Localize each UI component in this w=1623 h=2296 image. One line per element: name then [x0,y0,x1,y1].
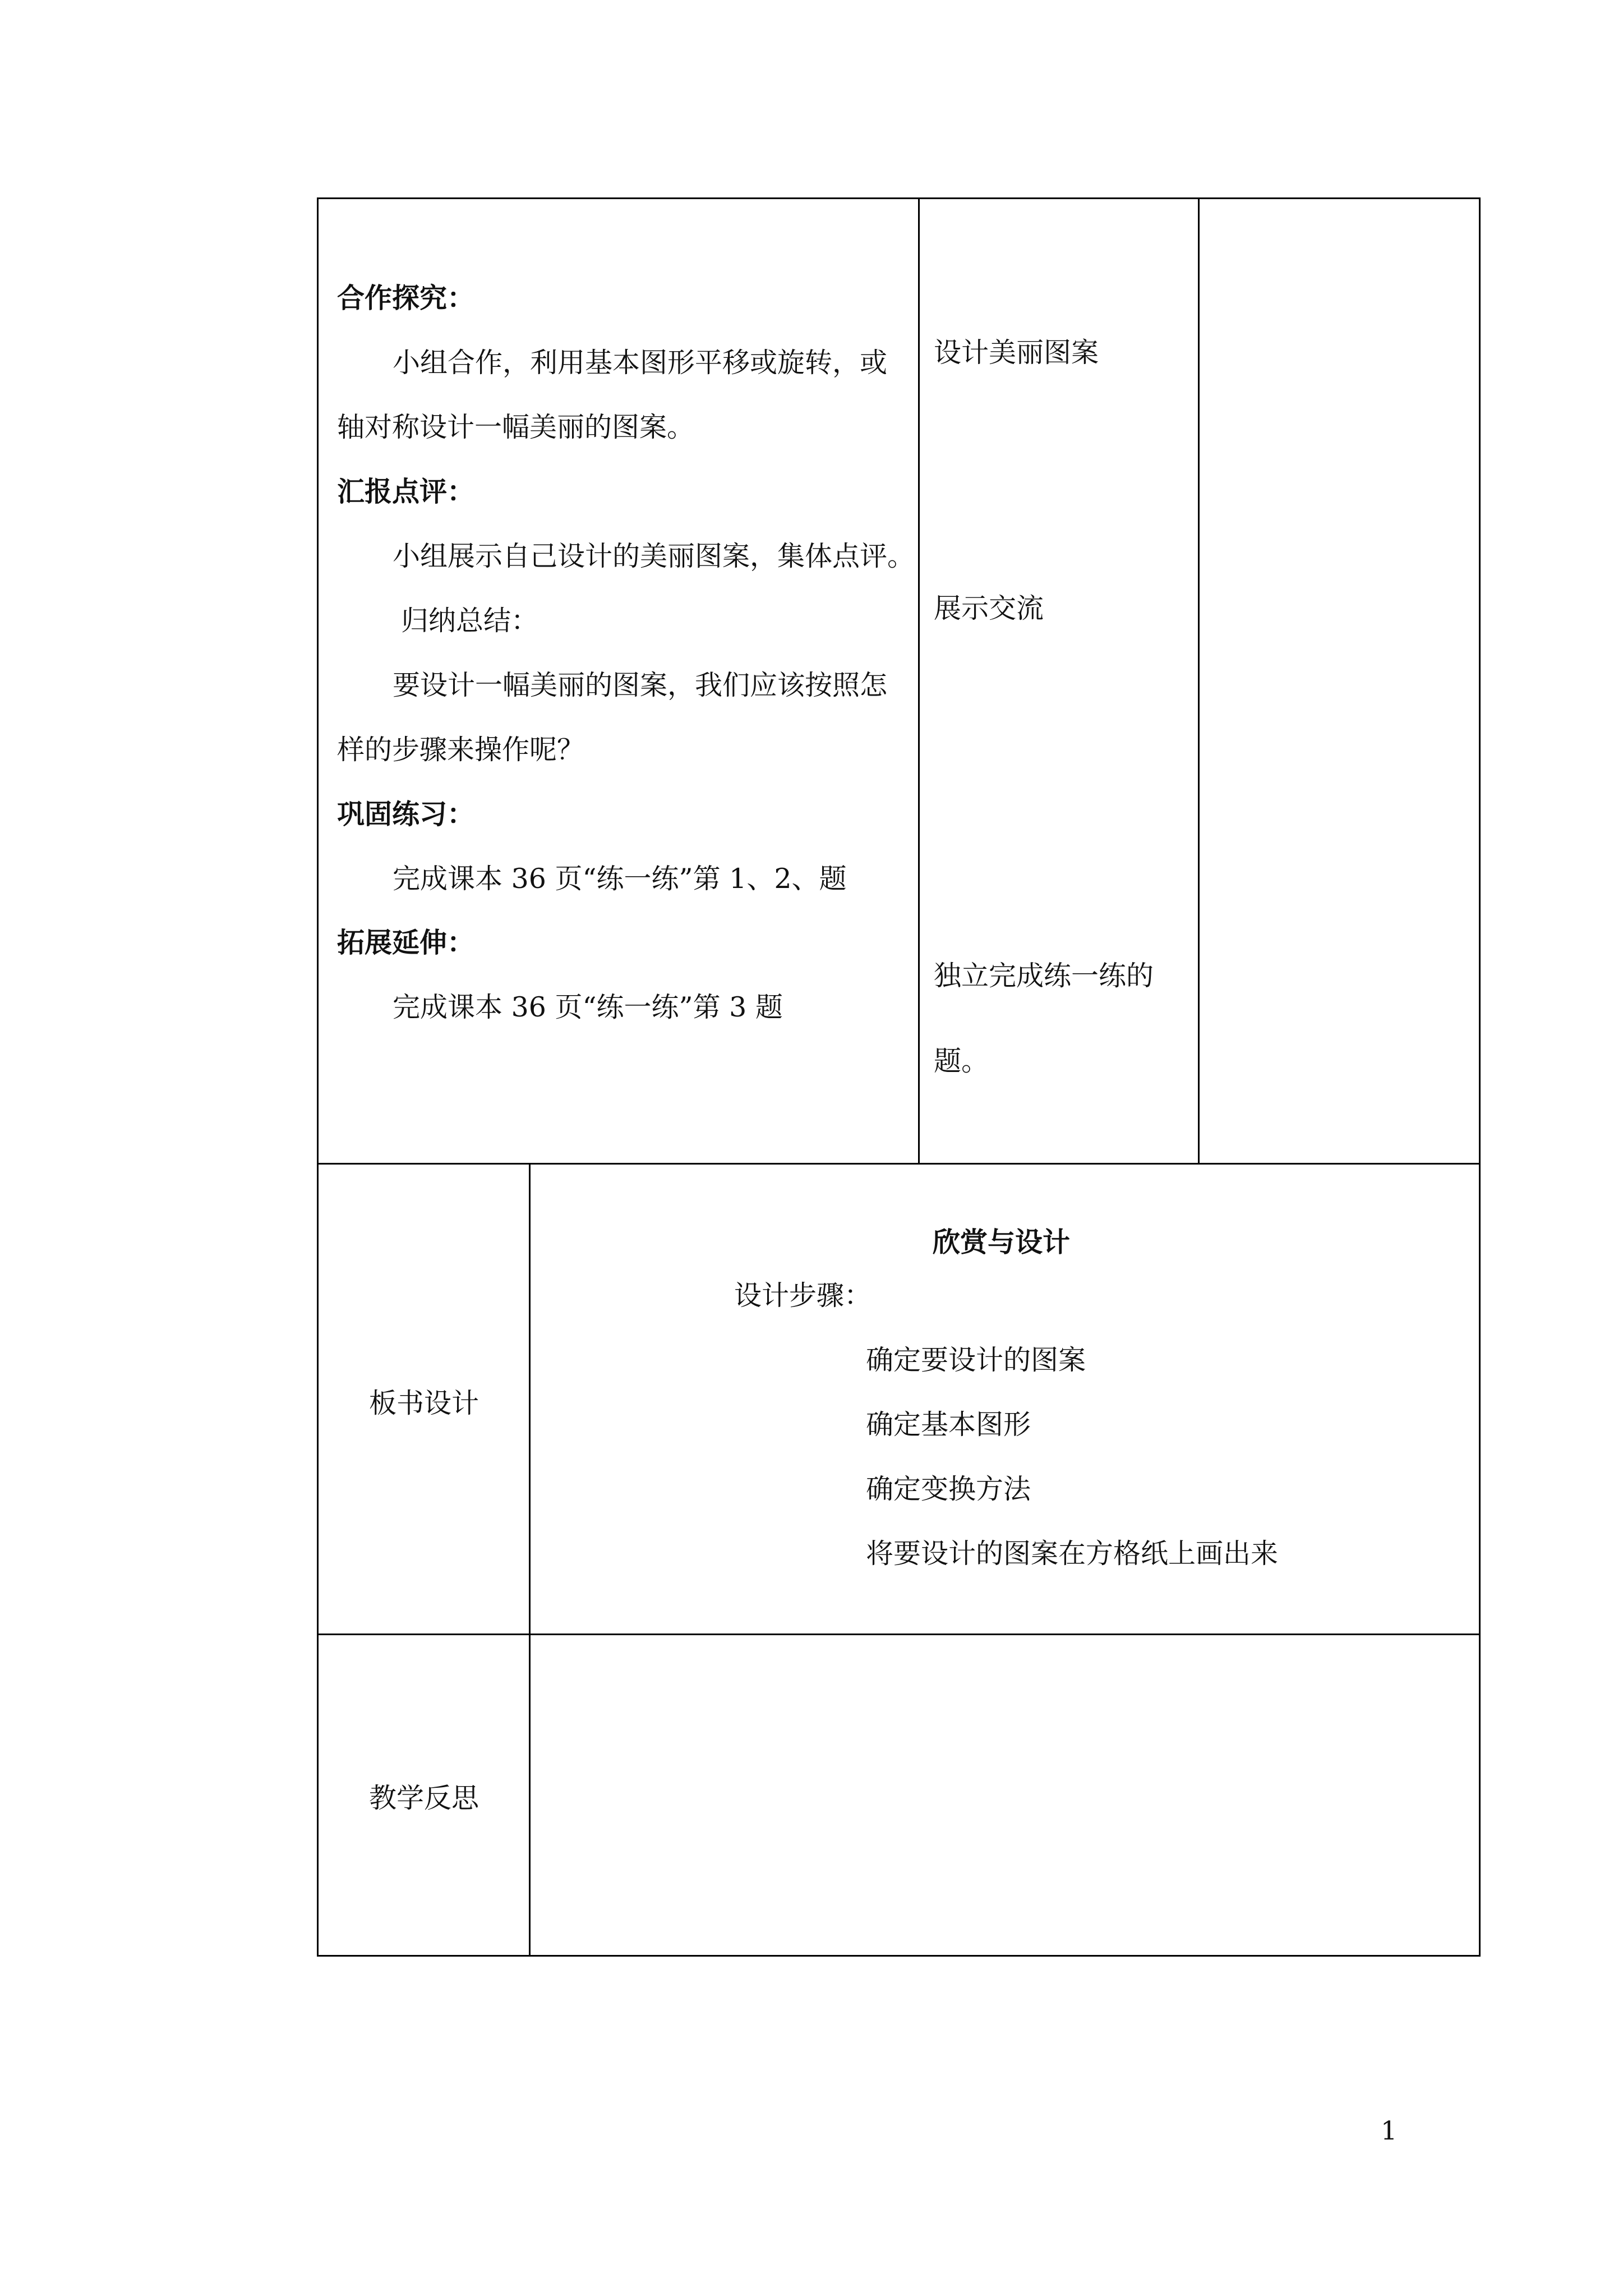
table-divider-2 [317,1634,1481,1635]
text-extend: 完成课本 36 页“练一练”第 3 题 [393,991,783,1023]
text-cooperate-line-1: 小组合作，利用基本图形平移或旋转，或 [393,347,888,379]
heading-report: 汇报点评： [337,475,475,508]
heading-extend: 拓展延伸： [337,926,475,959]
table-border-bottom [317,1955,1481,1957]
text-summary-line-1: 要设计一幅美丽的图案，我们应该按照怎 [393,669,888,701]
heading-cooperate: 合作探究： [337,282,475,314]
text-report: 小组展示自己设计的美丽图案，集体点评。 [393,540,915,572]
board-step-2: 确定基本图形 [866,1409,1031,1441]
label-teaching-reflection: 教学反思 [369,1782,479,1814]
text-design-pattern: 设计美丽图案 [934,337,1099,369]
table-col-divider-b [1198,197,1200,1165]
text-cooperate-line-2: 轴对称设计一幅美丽的图案。 [337,411,695,443]
text-practice: 完成课本 36 页“练一练”第 1、2、题 [393,863,847,895]
table-label-divider [529,1163,531,1957]
table-border-left [317,197,319,1957]
table-divider-1 [317,1163,1481,1165]
heading-practice: 巩固练习： [337,798,475,830]
text-summary-label: 归纳总结： [401,605,539,637]
table-border-right [1479,197,1481,1957]
table-col-divider-a [918,197,920,1165]
board-step-4: 将要设计的图案在方格纸上画出来 [866,1538,1279,1570]
text-independent-line-2: 题。 [934,1045,989,1077]
table-border-top [317,197,1481,199]
board-step-3: 确定变换方法 [866,1473,1031,1505]
board-title: 欣赏与设计 [933,1226,1071,1258]
text-independent-line-1: 独立完成练一练的 [934,960,1154,992]
page-number: 1 [1381,2115,1398,2146]
text-summary-line-2: 样的步骤来操作呢？ [337,734,585,766]
board-step-1: 确定要设计的图案 [866,1344,1086,1376]
label-board-design: 板书设计 [369,1387,479,1419]
board-steps-label: 设计步骤： [734,1280,872,1312]
text-show-exchange: 展示交流 [934,592,1044,624]
